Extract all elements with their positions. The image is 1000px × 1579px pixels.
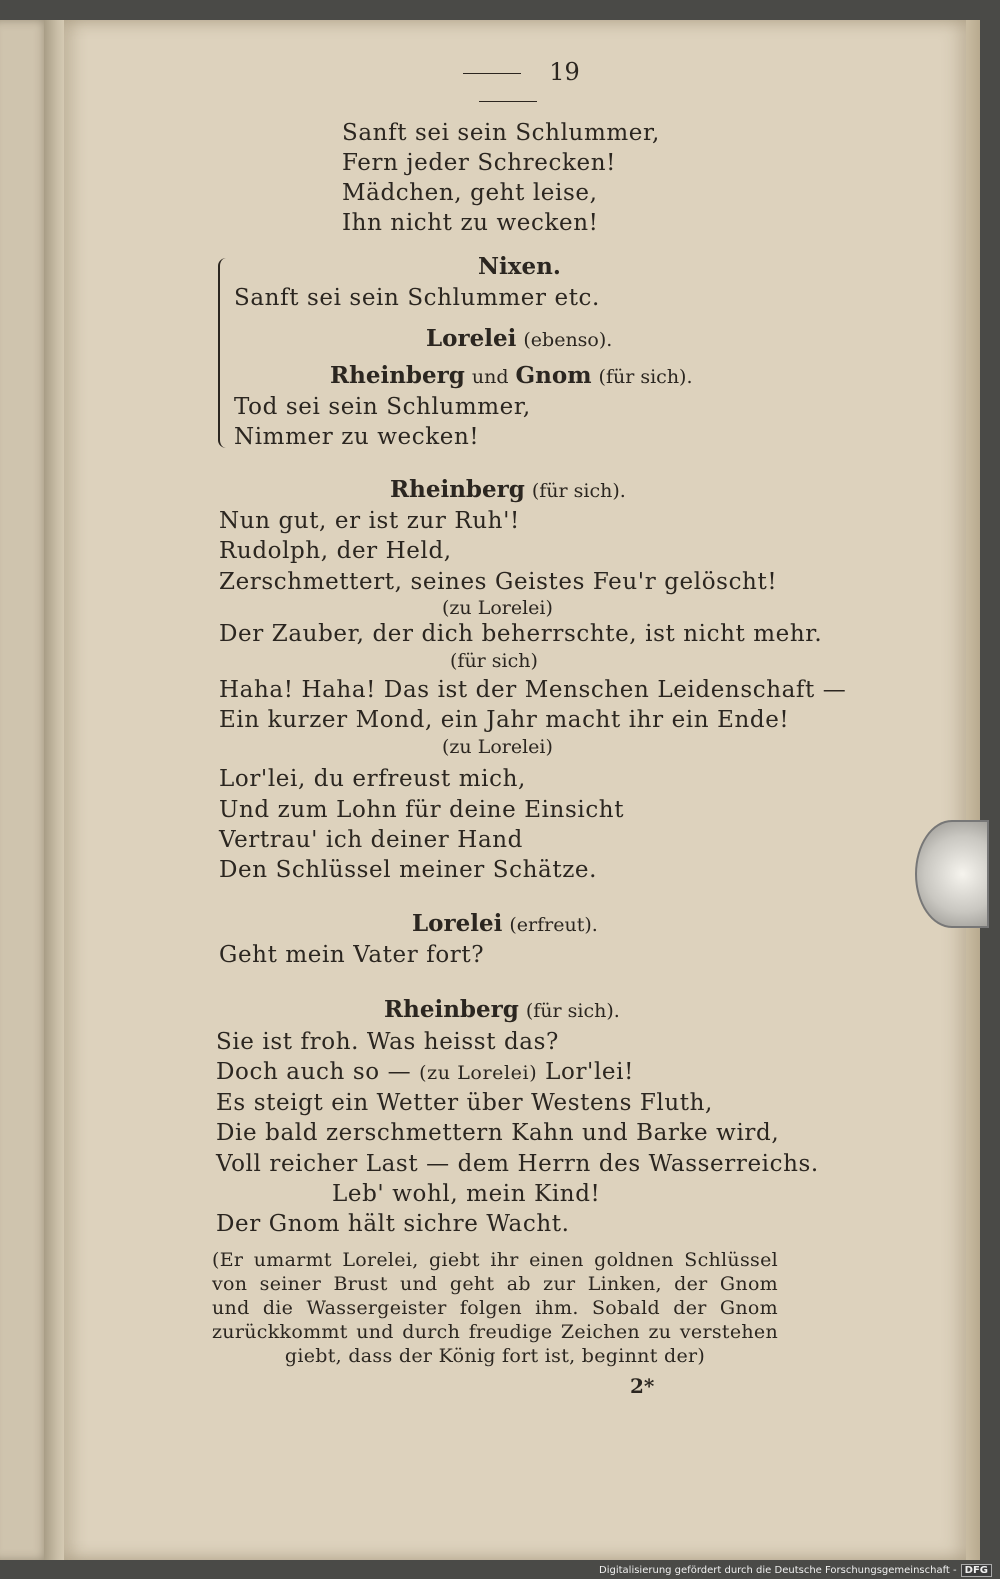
speaker-name: Rheinberg [330,362,465,389]
verse-line: Vertrau' ich deiner Hand [219,827,523,853]
speaker-name: Lorelei [412,910,503,937]
signature-mark: 2* [630,1374,655,1398]
conjunction: und [471,366,509,388]
page-number: 19 [400,58,615,114]
speaker-heading [384,996,620,1023]
verse-line: Der Zauber, der dich beherrschte, ist nicht mehr. [219,621,823,647]
speaker-name: Nixen. [478,253,561,280]
page-clip [915,820,989,928]
verse-line: Nimmer zu wecken! [234,424,480,450]
stage-direction: (zu Lorelei) [419,1062,538,1084]
ensemble-bracket [218,258,234,448]
stage-direction-line: zurückkommt und durch freudige Zeichen zu verstehen [212,1321,778,1343]
stage-direction-line: und die Wassergeister folgen ihm. Sobald der Gnom [212,1297,778,1319]
speaker-heading [426,325,612,352]
stage-direction-line: von seiner Brust und geht ab zur Linken, der Gnom [212,1273,778,1295]
speaker-heading [478,253,561,280]
verse-line: Voll reicher Last — dem Herrn des Wasserreichs. [216,1151,819,1177]
verse-line: Rudolph, der Held, [219,538,452,564]
verse-line: Sie ist froh. Was heisst das? [216,1029,559,1055]
stage-note: (für sich). [598,366,693,388]
dfg-logo: DFG [961,1564,992,1577]
stage-direction-line: giebt, dass der König fort ist, beginnt der) [284,1345,706,1367]
speaker-name: Lorelei [426,325,517,352]
verse-text: Lor'lei! [545,1059,634,1085]
verse-text: Doch auch so — [216,1059,412,1085]
speaker-heading [330,362,693,389]
speaker-name: Rheinberg [384,996,519,1023]
verse-line: Leb' wohl, mein Kind! [332,1181,601,1207]
verse-line: Es steigt ein Wetter über Westens Fluth, [216,1090,713,1116]
speaker-heading [390,476,626,503]
stage-direction: (zu Lorelei) [442,597,553,619]
verse-line: Der Gnom hält sichre Wacht. [216,1211,570,1237]
credit-text: Digitalisierung gefördert durch die Deutsche Forschungsgemeinschaft - [599,1565,957,1576]
verse-line: Den Schlüssel meiner Schätze. [219,857,598,883]
stage-direction: (zu Lorelei) [442,736,553,758]
verse-line: Mädchen, geht leise, [342,180,598,206]
verse-line: Die bald zerschmettern Kahn und Barke wird, [216,1120,780,1146]
digitization-credit [599,1564,992,1577]
stage-direction: (für sich) [450,650,538,672]
verse-line: Tod sei sein Schlummer, [234,394,531,420]
verse-line: Ihn nicht zu wecken! [342,210,599,236]
verse-line: Ein kurzer Mond, ein Jahr macht ihr ein Ende! [219,707,790,733]
verse-line: Haha! Haha! Das ist der Menschen Leidenschaft — [219,677,847,703]
speaker-heading [412,910,598,937]
verse-line: Zerschmettert, seines Geistes Feu'r gelöscht! [219,569,778,595]
verse-line: Nun gut, er ist zur Ruh'! [219,508,520,534]
stage-note: (für sich). [531,480,626,502]
speaker-name: Rheinberg [390,476,525,503]
stage-direction-line: (Er umarmt Lorelei, giebt ihr einen goldnen Schlüssel [212,1249,778,1271]
verse-line: Und zum Lohn für deine Einsicht [219,797,625,823]
verse-line: Geht mein Vater fort? [219,942,485,968]
verse-line: Lor'lei, du erfreust mich, [219,766,526,792]
book-gutter [44,20,66,1560]
verse-line: Sanft sei sein Schlummer etc. [234,285,600,311]
page-edge [966,20,980,1560]
verse-line: Sanft sei sein Schlummer, [342,120,660,146]
verse-line: Fern jeder Schrecken! [342,150,616,176]
speaker-name: Gnom [515,362,592,389]
stage-note: (erfreut). [509,914,598,936]
stage-note: (ebenso). [523,329,613,351]
verse-line [216,1059,634,1085]
stage-note: (für sich). [525,1000,620,1022]
